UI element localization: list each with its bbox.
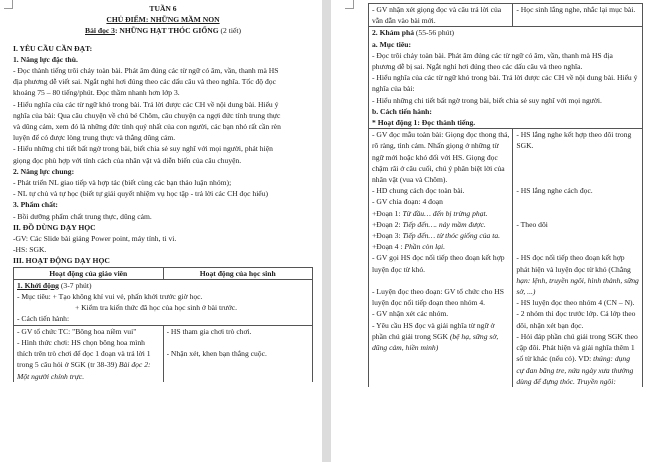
objective-paragraph-1: - Đọc thành tiếng trôi chảy toàn bài. Phát âm đúng các từ ngữ có âm, vần, thanh mà HS địa phương dễ viết sai. Ngắt nghỉ hơi đúng theo các dấu câu và theo nghĩa. Tốc độ đọc khoảng 75 – 80 tiếng/phút. Đọc thầm nhanh hơn lớp 3. (13, 66, 279, 98)
warmup-teacher-cell: - GV tổ chức TC: "Bông hoa niềm vui" - Hình thức chơi: HS chọn bông hoa mình thích trên trò chơi để đọc 1 đoạn và trả lời 1 trong 5 câu hỏi ở SGK (tr 38-39) Bài đọc 2: Một người chính trực. (14, 325, 164, 382)
warmup-goal-1: - Mục tiêu: + Tạo không khí vui vẻ, phấn khởi trước giờ học. (17, 292, 203, 302)
page-gutter (322, 0, 331, 462)
warmup-method: - Cách tiến hành: (17, 314, 70, 324)
teacher-materials: -GV: Các Slide bài giảng Power point, máy tính, ti vi. (13, 234, 177, 244)
section-2-heading: II. ĐỒ DÙNG DẠY HỌC (13, 222, 96, 232)
section-1-2-heading: 2. Năng lực chung: (13, 166, 75, 176)
warmup-title: 1. Khởi động (17, 280, 59, 290)
continued-teacher-cell: - GV nhận xét giọng đọc và câu trả lời của vẫn dẫn vào bài mới. (369, 4, 513, 27)
activity-1-title: * Hoạt động 1: Đọc thành tiếng. (372, 118, 476, 128)
theme-heading: CHỦ ĐIỂM: NHỮNG MẦM NON (106, 15, 220, 25)
explore-method-title: b. Cách tiến hành: (372, 106, 432, 116)
teacher-column-header: Hoạt động của giáo viên (14, 267, 164, 279)
warmup-time: (3-7 phút) (60, 280, 92, 290)
margin-mark-right (345, 0, 354, 9)
student-materials: -HS: SGK. (13, 245, 47, 255)
margin-mark-left (4, 0, 13, 9)
section-3-heading: III. HOẠT ĐỘNG DẠY HỌC (13, 256, 110, 266)
explore-time: (55-56 phút) (415, 28, 455, 38)
student-column-header: Hoạt động của học sinh (163, 267, 313, 279)
left-document-page (0, 0, 322, 462)
lesson-note: (2 tiết) (220, 26, 241, 36)
objective-paragraph-2: - Hiểu nghĩa của các từ ngữ khó trong bài. Trả lời được các CH về nội dung bài. Hiểu ý nghĩa của bài: Qua câu chuyện về chú bé Chôm, câu chuyện ca ngợi đức tính trung thực và dũng cảm, xem đó là những đức tính quý nhất của con người, các bạn nhỏ rất cần rèn luyện để có được lòng trung thực và thẳng dũng cảm. - Hiểu những chi tiết bất ngờ trong bài, biết chia sẻ suy nghĩ với mọi người, phát hiện giọng đọc phù hợp với tính cách của nhân vật và diễn biến của câu chuyện. (13, 99, 281, 165)
reading-student-cell: - HS lắng nghe kết hợp theo dõi trong SGK. - HS lắng nghe cách đọc. - Theo dõi - HS đọc nối tiếp theo đoạn kết hợp phát hiện và luyện đọc từ khó (Chẳng hạn: lệnh, truyền ngôi, hình thành, sững sờ, ...) - HS luyện đọc theo nhóm 4 (CN – N). - 2 nhóm thi đọc trước lớp. Cả lớp theo dõi, nhận xét bạn đọc. - Hỏi đáp phần chú giải trong SGK theo cặp đôi. Phát hiện và giải nghĩa thêm 1 số từ khác (nếu có). VD: thúng: dụng cự đan băng tre, nứa ngày xưa thường dùng để đựng thóc. Truyền ngôi: (513, 129, 642, 387)
general-skill-1: - Phát triển NL giao tiếp và hợp tác (biết cùng các bạn thảo luận nhóm); (13, 178, 232, 188)
warmup-student-cell: - HS tham gia chơi trò chơi. - Nhận xét, khen bạn thắng cuộc. (163, 325, 313, 382)
reading-teacher-cell: - GV đọc mẫu toàn bài: Giọng đọc thong thả, rõ ràng, tình cảm. Nhấn giọng ở những từ ngữ mới hoặc khó đối với HS. Giọng đọc chậm rãi ở câu cuối, chú ý phân biệt lời của nhân vật (vua và Chôm). - HD chung cách đọc toàn bài. - GV chia đoạn: 4 đoạn +Đoạn 1: Từ đầu… đến bị trừng phạt. +Đoạn 2: Tiếp đến…. nảy mầm được. +Đoạn 3: Tiếp đến… từ thóc giống của ta. +Đoạn 4 : Phần còn lại. - GV gọi HS đọc nối tiếp theo đoạn kết hợp luyện đọc từ khó. - Luyện đọc theo đoạn: GV tổ chức cho HS luyện đọc nối tiếp đoạn theo nhóm 4. - GV nhận xét các nhóm. - Yêu cầu HS đọc và giải nghĩa từ ngữ ở phần chú giải trong SGK (bệ hạ, sững sờ, dũng cảm, hiền minh) (369, 129, 513, 387)
lesson-title (13, 25, 313, 36)
section-1-3-heading: 3. Phẩm chất: (13, 200, 58, 210)
continued-table-top (368, 3, 643, 387)
lesson-label: Bài đọc 3 (85, 26, 115, 36)
explore-goal-title: a. Mục tiêu: (372, 39, 412, 49)
explore-cell: 2. Khám phá (55-56 phút) a. Mục tiêu: - Đọc trôi chảy toàn bài. Phát âm đúng các từ ngữ có âm, vần, thanh mà HS địa phương dễ bị sai. Ngắt nghỉ hơi đúng theo các dấu câu và theo nghĩa. - Hiểu nghĩa của các từ ngữ khó trong bài. Trả lời được các CH về nội dung bài. Hiểu ý nghĩa của bài: - Hiểu những chi tiết bất ngờ trong bài, biết chia sẻ suy nghĩ với mọi người. b. Cách tiến hành: * Hoạt động 1: Đọc thành tiếng. (369, 27, 643, 129)
quality-text: - Bồi dưỡng phẩm chất trung thực, dũng cảm. (13, 211, 152, 221)
general-skill-2: - NL tự chủ và tự học (biết tự giải quyết nhiệm vụ học tập - trả lời các CH đọc hiểu) (13, 189, 268, 199)
warmup-cell (14, 279, 313, 325)
continued-student-cell: - Học sinh lắng nghe, nhắc lại mục bài. (513, 4, 642, 27)
explore-title: 2. Khám phá (372, 28, 414, 38)
lesson-name: : NHỮNG HẠT THÓC GIỐNG (114, 26, 219, 36)
warmup-goal-2: + Kiểm tra kiến thức đã học của học sinh ở bài trước. (75, 303, 238, 313)
section-1-heading: I. YÊU CẦU CẦN ĐẠT: (13, 43, 93, 53)
activity-table-left (13, 267, 313, 382)
right-document-page (331, 0, 650, 462)
section-1-1-heading: 1. Năng lực đặc thù. (13, 54, 78, 64)
week-heading: TUẦN 6 (149, 4, 177, 13)
